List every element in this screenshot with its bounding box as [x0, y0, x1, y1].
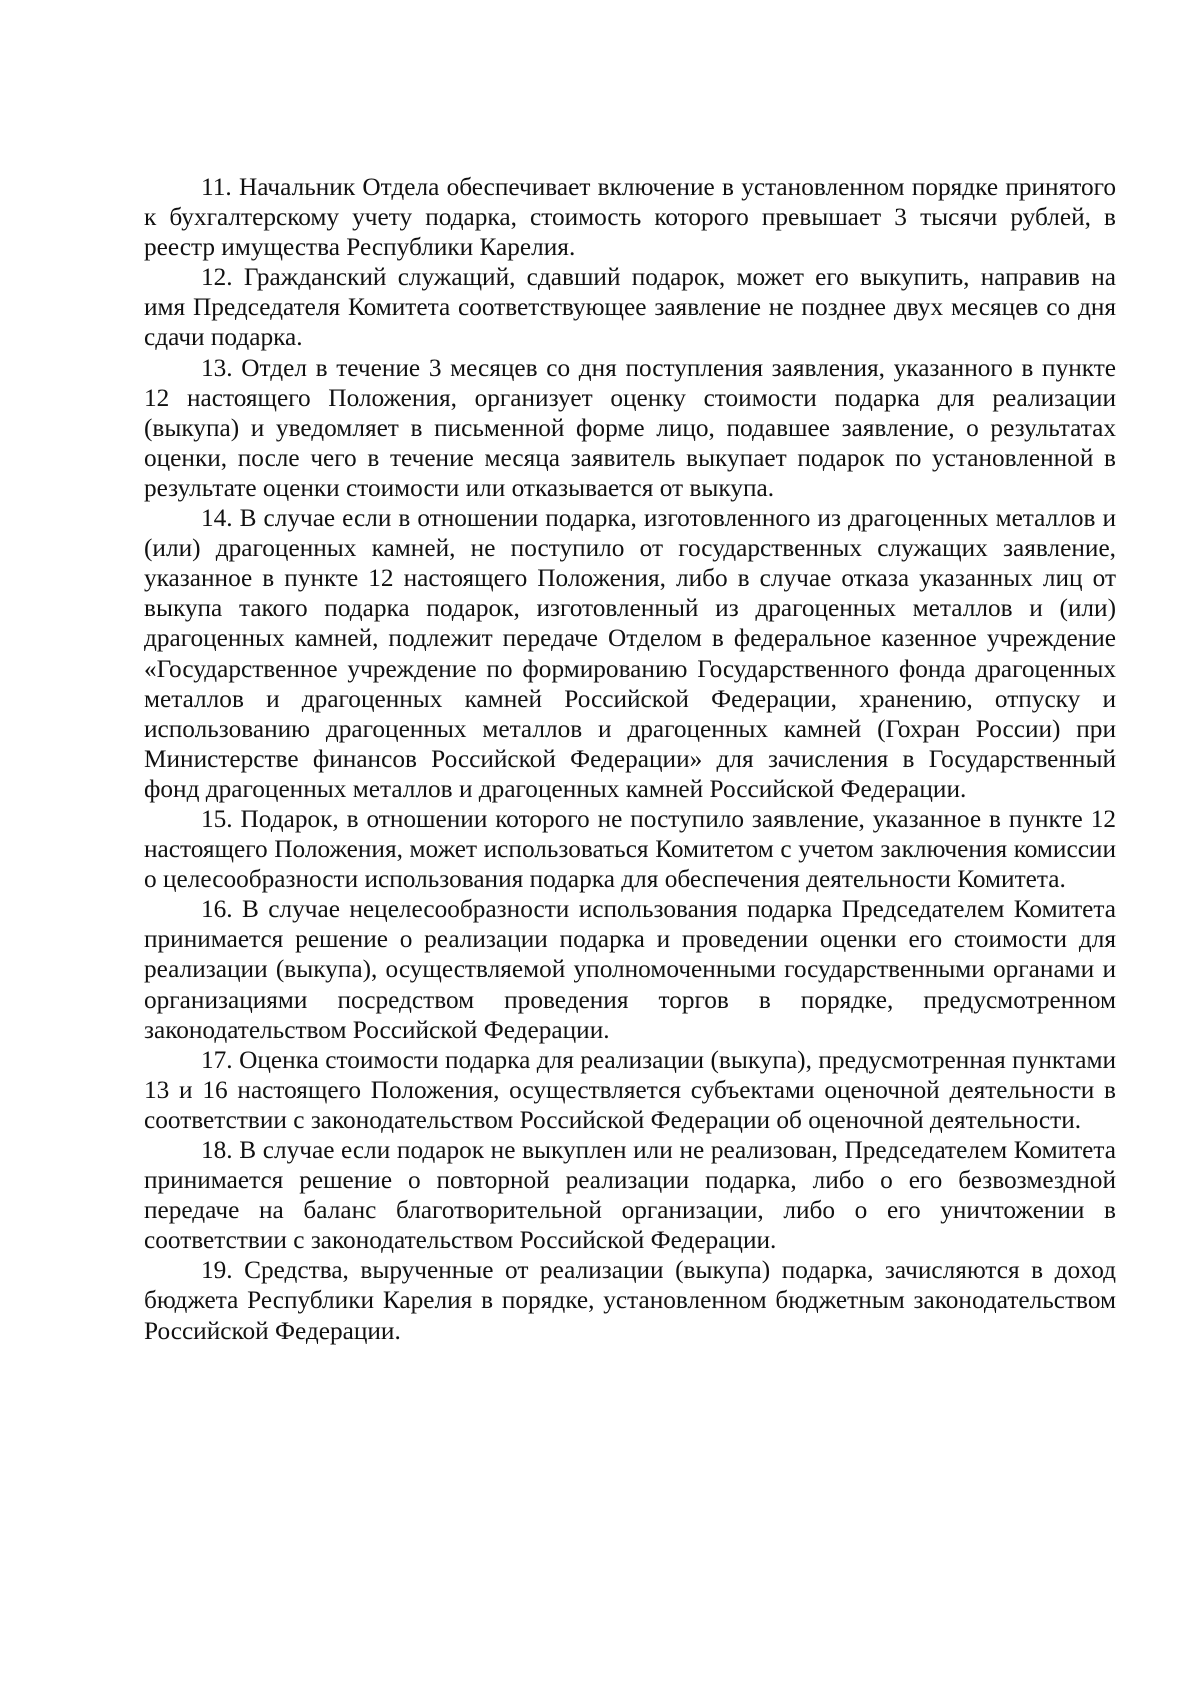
paragraph-17: 17. Оценка стоимости подарка для реализации (выкупа), предусмотренная пунктами 13 и 16 настоящего Положения, осуществляется субъектами оценочной деятельности в соответствии с законодательством Российской Федерации об оценочной деятельности. — [144, 1045, 1116, 1134]
paragraph-18: 18. В случае если подарок не выкуплен или не реализован, Председателем Комитета принимается решение о повторной реализации подарка, либо о его безвозмездной передаче на баланс благотворительной организации, либо о его уничтожении в соответствии с законодательством Российской Федерации. — [144, 1136, 1116, 1255]
paragraph-12: 12. Гражданский служащий, сдавший подарок, может его выкупить, направив на имя Председателя Комитета соответствующее заявление не позднее двух месяцев со дня сдачи подарка. — [144, 263, 1116, 352]
paragraph-15: 15. Подарок, в отношении которого не поступило заявление, указанное в пункте 12 настоящего Положения, может использоваться Комитетом с учетом заключения комиссии о целесообразности использования подарка для обеспечения деятельности Комитета. — [144, 804, 1116, 894]
document-body — [144, 172, 1116, 1346]
paragraph-14: 14. В случае если в отношении подарка, изготовленного из драгоценных металлов и (или) драгоценных камней, не поступило от государственных служащих заявление, указанное в пункте 12 настоящего Положения, либо в случае отказа указанных лиц от выкупа такого подарка подарок, изготовленный из драгоценных металлов и (или) драгоценных камней, подлежит передаче Отделом в федеральное казенное учреждение «Государственное учреждение по формированию Государственного фонда драгоценных металлов и драгоценных камней Российской Федерации, хранению, отпуску и использованию драгоценных металлов и драгоценных камней (Гохран России) при Министерстве финансов Российской Федерации» для зачисления в Государственный фонд драгоценных металлов и драгоценных камней Российской Федерации. — [144, 504, 1116, 803]
paragraph-19: 19. Средства, вырученные от реализации (выкупа) подарка, зачисляются в доход бюджета Республики Карелия в порядке, установленном бюджетным законодательством Российской Федерации. — [144, 1256, 1116, 1345]
paragraph-13: 13. Отдел в течение 3 месяцев со дня поступления заявления, указанного в пункте 12 настоящего Положения, организует оценку стоимости подарка для реализации (выкупа) и уведомляет в письменной форме лицо, подавшее заявление, о результатах оценки, после чего в течение месяца заявитель выкупает подарок по установленной в результате оценки стоимости или отказывается от выкупа. — [144, 353, 1116, 502]
paragraph-16: 16. В случае нецелесообразности использования подарка Председателем Комитета принимается решение о реализации подарка и проведении оценки его стоимости для реализации (выкупа), осуществляемой уполномоченными государственными органами и организациями посредством проведения торгов в порядке, предусмотренном законодательством Российской Федерации. — [144, 895, 1116, 1044]
paragraph-11: 11. Начальник Отдела обеспечивает включение в установленном порядке принятого к бухгалтерскому учету подарка, стоимость которого превышает 3 тысячи рублей, в реестр имущества Республики Карелия. — [144, 173, 1116, 262]
